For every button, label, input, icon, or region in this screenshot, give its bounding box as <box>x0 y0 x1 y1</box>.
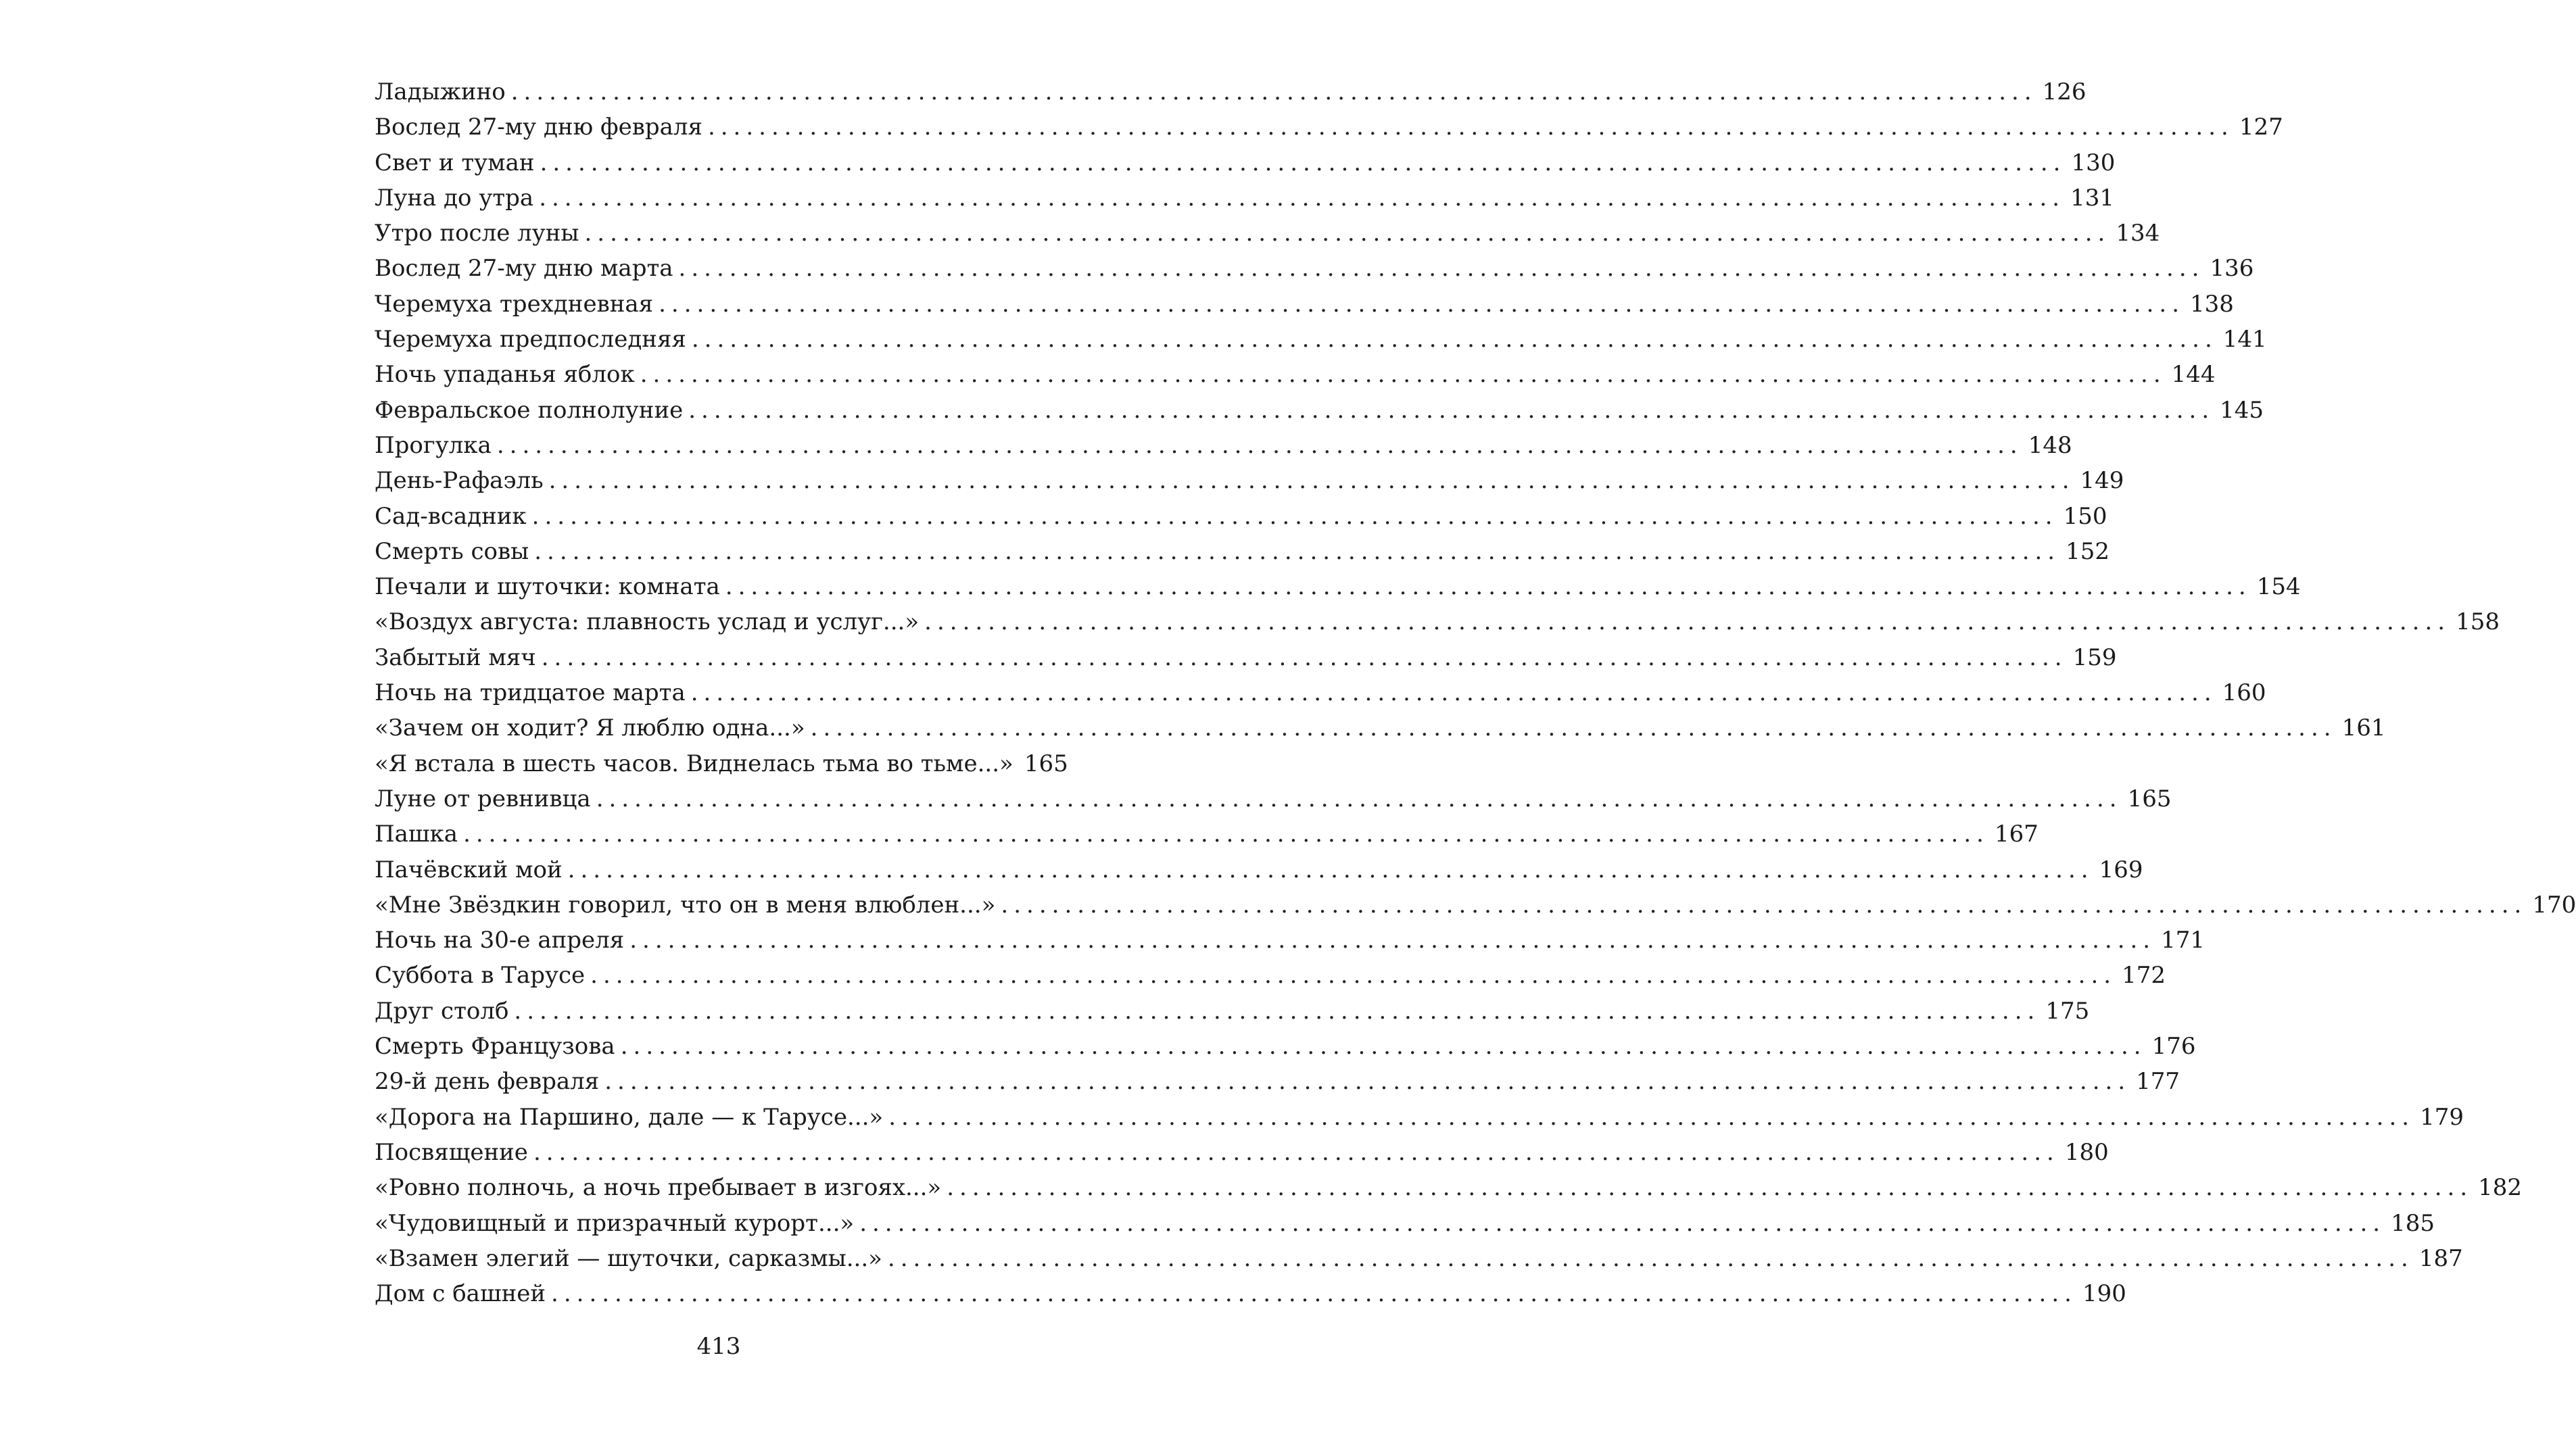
toc-entry-page: 138 <box>2190 290 2234 318</box>
toc-entry-page: 134 <box>2116 220 2160 247</box>
toc-entry-page: 185 <box>2391 1209 2435 1237</box>
toc-entry-page: 177 <box>2136 1068 2180 1096</box>
dot-leader: ........................................................................................................................ <box>859 1209 2386 1237</box>
toc-entry-title: «Зачем он ходит? Я люблю одна...» <box>375 714 805 742</box>
toc-entry-title: Луна до утра <box>375 184 534 212</box>
dot-leader: ........................................................................................................................ <box>596 785 2122 812</box>
toc-entry-page: 131 <box>2070 184 2115 212</box>
toc-entry-page: 130 <box>2071 149 2116 176</box>
toc-entry-title: «Мне Звёздкин говорил, что он в меня влюблен...» <box>375 891 996 919</box>
toc-entry-title: Пачёвский мой <box>375 856 563 883</box>
toc-entry <box>375 393 2264 428</box>
dot-leader: ........................................................................................................................ <box>510 78 2037 105</box>
dot-leader: ........................................................................................................................ <box>551 1280 2077 1308</box>
toc-entry-title: «Я встала в шесть часов. Виднелась тьма во тьме...» <box>375 750 1013 777</box>
toc-entry <box>375 287 2234 322</box>
toc-entry-page: 159 <box>2072 643 2117 671</box>
toc-entry <box>375 1135 2109 1170</box>
toc-entry <box>375 357 2216 392</box>
toc-entry-title: «Чудовищный и призрачный курорт...» <box>375 1209 855 1237</box>
dot-leader: ........................................................................................................................ <box>629 927 2156 954</box>
toc-entry-title: Дом с башней <box>375 1280 546 1308</box>
toc-entry-page: 167 <box>1994 821 2038 848</box>
dot-leader: ........................................................................................................................ <box>1001 891 2527 919</box>
toc-entry <box>375 145 2116 180</box>
toc-entry-page: 141 <box>2222 326 2267 354</box>
toc-entry-title: 29-й день февраля <box>375 1068 600 1096</box>
toc-entry <box>375 463 2124 498</box>
toc-entry <box>375 604 2500 639</box>
toc-entry-title: Вослед 27-му дню марта <box>375 255 673 283</box>
toc-entry <box>375 675 2266 710</box>
dot-leader: ........................................................................................................................ <box>947 1174 2473 1202</box>
dot-leader: ........................................................................................................................ <box>496 431 2023 459</box>
toc-entry-title: Забытый мяч <box>375 643 536 671</box>
toc-entry-page: 182 <box>2478 1174 2523 1202</box>
toc-entry <box>375 74 2086 109</box>
toc-entry-title: «Ровно полночь, а ночь пребывает в изгоях...» <box>375 1174 942 1202</box>
dot-leader: ........................................................................................................................ <box>888 1103 2415 1131</box>
toc-entry-page: 145 <box>2220 396 2264 424</box>
toc-entry <box>375 958 2166 993</box>
toc-entry-page: 176 <box>2151 1033 2196 1061</box>
toc-entry <box>375 923 2205 958</box>
toc-entry-title: Свет и туман <box>375 149 535 176</box>
toc-entry <box>375 994 2090 1029</box>
dot-leader: ........................................................................................................................ <box>533 1138 2059 1166</box>
toc-entry-title: «Взамен элегий — шуточки, сарказмы...» <box>375 1244 882 1272</box>
toc-entry-title: Посвящение <box>375 1138 528 1166</box>
toc-entry <box>375 1100 2464 1135</box>
dot-leader: ........................................................................................................................ <box>531 502 2058 530</box>
toc-entry <box>375 1170 2523 1205</box>
toc-entry-page: 180 <box>2064 1138 2109 1166</box>
toc-entry <box>375 710 2386 746</box>
toc-entry <box>375 1064 2180 1099</box>
page-number: 413 <box>696 1333 741 1360</box>
toc-entry-page: 179 <box>2420 1103 2464 1131</box>
toc-entry <box>375 428 2072 463</box>
toc-entry-title: «Воздух августа: плавность услад и услуг...» <box>375 608 920 636</box>
dot-leader: ........................................................................................................................ <box>707 114 2234 141</box>
toc-entry <box>375 180 2115 216</box>
dot-leader: ........................................................................................................................ <box>463 821 1989 848</box>
toc-entry <box>375 1206 2435 1241</box>
toc-entry-page: 158 <box>2456 608 2500 636</box>
toc-entry <box>375 640 2117 675</box>
dot-leader: ........................................................................................................................ <box>887 1244 2414 1272</box>
toc-entry-page: 187 <box>2418 1244 2463 1272</box>
dot-leader: ........................................................................................................................ <box>604 1068 2131 1096</box>
dot-leader: ........................................................................................................................ <box>691 326 2218 354</box>
toc-entry <box>375 216 2160 251</box>
toc-entry <box>375 1276 2126 1311</box>
toc-entry-page: 149 <box>2080 467 2124 495</box>
toc-entry-page: 152 <box>2066 537 2110 565</box>
dot-leader: ........................................................................................................................ <box>539 184 2066 212</box>
dot-leader: ........................................................................................................................ <box>590 962 2117 990</box>
toc-entry <box>375 1241 2463 1276</box>
toc-entry <box>375 746 1068 781</box>
dot-leader: ........................................................................................................................ <box>567 856 2094 883</box>
toc-entry-title: Смерть Французова <box>375 1033 615 1061</box>
toc-entry-page: 161 <box>2341 714 2386 742</box>
table-of-contents <box>375 74 2576 1311</box>
dot-leader: ........................................................................................................................ <box>810 714 2337 742</box>
toc-entry-page: 126 <box>2042 78 2086 105</box>
toc-entry <box>375 887 2576 923</box>
dot-leader: ........................................................................................................................ <box>541 643 2068 671</box>
toc-entry-title: Ладыжино <box>375 78 506 105</box>
toc-entry <box>375 781 2172 817</box>
toc-entry <box>375 534 2110 569</box>
toc-entry-title: Печали и шуточки: комната <box>375 573 720 601</box>
toc-entry-page: 170 <box>2532 891 2576 919</box>
dot-leader: ........................................................................................................................ <box>548 467 2075 495</box>
toc-entry <box>375 251 2254 286</box>
toc-entry-page: 171 <box>2161 927 2205 954</box>
dot-leader: ........................................................................................................................ <box>678 255 2205 283</box>
toc-entry <box>375 1029 2196 1064</box>
toc-entry-page: 148 <box>2028 431 2072 459</box>
toc-entry-page: 160 <box>2222 679 2266 707</box>
toc-entry-title: Ночь на 30-е апреля <box>375 927 625 954</box>
dot-leader: ........................................................................................................................ <box>659 290 2185 318</box>
toc-entry-page: 190 <box>2082 1280 2126 1308</box>
dot-leader: ........................................................................................................................ <box>640 361 2166 389</box>
toc-entry-title: Ночь на тридцатое марта <box>375 679 686 707</box>
toc-entry-title: Утро после луны <box>375 220 579 247</box>
toc-entry <box>375 499 2107 534</box>
toc-entry-title: Друг столб <box>375 997 509 1025</box>
toc-entry-title: Ночь упаданья яблок <box>375 361 635 389</box>
toc-entry-title: Суббота в Тарусе <box>375 962 586 990</box>
toc-entry-page: 169 <box>2099 856 2143 883</box>
toc-entry-title: Черемуха предпоследняя <box>375 326 686 354</box>
dot-leader: ........................................................................................................................ <box>514 997 2041 1025</box>
toc-entry-title: Февральское полнолуние <box>375 396 684 424</box>
toc-entry-page: 150 <box>2063 502 2107 530</box>
dot-leader: ........................................................................................................................ <box>725 573 2251 601</box>
toc-entry-title: Сад-всадник <box>375 502 527 530</box>
dot-leader: ........................................................................................................................ <box>540 149 2066 176</box>
toc-entry <box>375 109 2283 145</box>
toc-entry-page: 127 <box>2239 114 2283 141</box>
toc-entry-page: 154 <box>2256 573 2301 601</box>
toc-entry-title: Прогулка <box>375 431 492 459</box>
toc-entry-title: Вослед 27-му дню февраля <box>375 114 702 141</box>
toc-entry <box>375 852 2143 887</box>
toc-entry-title: Смерть совы <box>375 537 529 565</box>
toc-entry-title: Пашка <box>375 821 458 848</box>
toc-entry-page: 165 <box>1024 750 1068 777</box>
toc-entry-title: Черемуха трехдневная <box>375 290 654 318</box>
toc-entry-page: 136 <box>2210 255 2254 283</box>
dot-leader: ........................................................................................................................ <box>924 608 2451 636</box>
toc-entry-page: 172 <box>2122 962 2166 990</box>
toc-entry-title: День-Рафаэль <box>375 467 544 495</box>
toc-entry <box>375 322 2267 357</box>
toc-entry <box>375 569 2301 604</box>
toc-entry-page: 144 <box>2171 361 2216 389</box>
toc-entry-page: 175 <box>2045 997 2090 1025</box>
toc-entry-page: 165 <box>2127 785 2172 812</box>
dot-leader: ........................................................................................................................ <box>620 1033 2147 1061</box>
dot-leader: ........................................................................................................................ <box>534 537 2061 565</box>
toc-entry-title: Луне от ревнивца <box>375 785 591 812</box>
dot-leader: ........................................................................................................................ <box>690 679 2217 707</box>
toc-entry <box>375 817 2038 852</box>
dot-leader: ........................................................................................................................ <box>584 220 2111 247</box>
toc-entry-title: «Дорога на Паршино, дале — к Тарусе...» <box>375 1103 884 1131</box>
dot-leader: ........................................................................................................................ <box>688 396 2215 424</box>
